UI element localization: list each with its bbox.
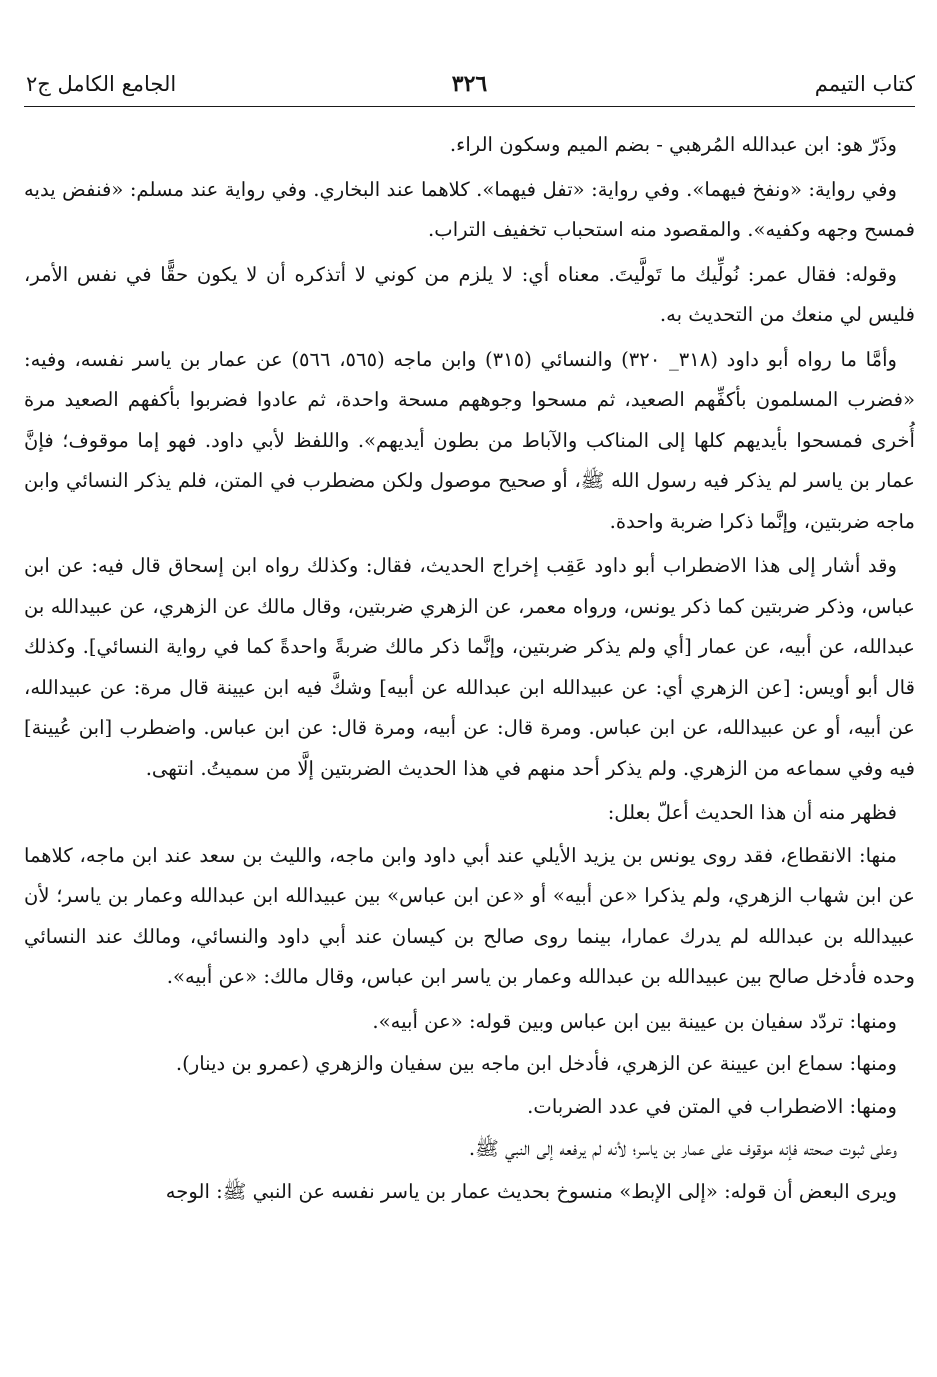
paragraph-idtirab: وقد أشار إلى هذا الاضطراب أبو داود عَقِب إخراج الحديث، فقال: وكذلك رواه ابن إسحاق قال فيه: عن ابن عباس، وذكر ضربتين كما ذكر يونس، ورواه معمر، عن الزهري ضربتين، وقال مالك عن الزهري، عن عبيدالله بن عبدالله، عن أبيه، عن عمار [أي ولم يذكر ضربتين، وإنَّما ذكر مالك ضربةً واحدةً كما في رواية النسائي]. وكذلك قال أبو أويس: [عن الزهري أي: عن عبيدالله ابن عبدالله عن أبيه] وشكَّ فيه ابن عيينة قال مرة: عن عبيدالله، عن أبيه، أو عن عبيدالله، عن ابن عباس. ومرة قال: عن أبيه، ومرة قال: عن ابن عباس. واضطرب [ابن عُيينة] فيه وفي سماعه من الزهري. ولم يذكر أحد منهم في هذا الحديث الضربتين إلَّا من سميتُ. انتهى.	[24, 554, 915, 780]
book-page	[24, 62, 915, 1362]
paragraph-narrator-note: وذَرّ هو: ابن عبدالله المُرهبي - بضم الميم وسكون الراء.	[449, 133, 897, 156]
paragraph-defects-intro: فظهر منه أن هذا الحديث أعلّ بعلل:	[607, 801, 897, 824]
paragraph-abu-dawud-narration: وأمَّا ما رواه أبو داود (٣١٨_ ٣٢٠) والنسائي (٣١٥) وابن ماجه (٥٦٥، ٥٦٦) عن عمار بن ياسر نفسه، وفيه: «فضرب المسلمون بأكفِّهم الصعيد، ثم مسحوا وجوههم مسحة واحدة، ثم عادوا فضربوا بأكفهم الصعيد مرة أُخرى فمسحوا بأيديهم كلها إلى المناكب والآباط من بطون أيديهم». واللفظ لأبي داود. فهو إما موقوف؛ فإنَّ عمار بن ياسر لم يذكر فيه رسول الله ﷺ، أو صحيح موصول ولكن مضطرب في المتن، فلم يذكر النسائي وابن ماجه ضربتين، وإنَّما ذكرا ضربة واحدة.	[24, 347, 915, 533]
page-body	[24, 125, 915, 1212]
paragraph-defect-matn: ومنها: الاضطراب في المتن في عدد الضربات.	[527, 1094, 897, 1118]
paragraph-umar-saying: وقوله: فقال عمر: نُولِّيك ما تَولَّيتَ. معناه أي: لا يلزم من كوني لا أتذكره أن لا يكون حقًّا في نفس الأمر، فليس لي منعك من التحديث به.	[24, 262, 915, 326]
book-title: كتاب التيمم	[814, 72, 915, 96]
running-header	[24, 62, 915, 107]
paragraph-mawquf: وعلى ثبوت صحته فإنه موقوف على عمار بن ياسر؛ لأنه لم يرفعه إلى النبي ﷺ.	[468, 1137, 897, 1160]
paragraph-defect-inqita: منها: الانقطاع، فقد روى يونس بن يزيد الأيلي عند أبي داود وابن ماجه، والليث بن سعد عند ابن ماجه، كلاهما عن ابن شهاب الزهري، ولم يذكرا «عن أبيه» أو «عن ابن عباس» بين عبيدالله ابن عبدالله وعمار بن ياسر؛ لأن عبيدالله بن عبدالله لم يدرك عمارا، بينما روى صالح بن كيسان عند أبي داود والنسائي، ومالك عند النسائي وحده فأدخل صالح بين عبيدالله بن عبدالله وعمار بن ياسر ابن عباس، وقال مالك: «عن أبيه».	[24, 843, 915, 988]
page-number: ٣٢٦	[451, 71, 488, 97]
paragraph-defect-taraddud: ومنها: تردّد سفيان بن عيينة بين ابن عباس وبين قوله: «عن أبيه».	[372, 1009, 897, 1033]
collection-title: الجامع الكامل ج٢	[26, 72, 177, 96]
paragraph-mansukh: ويرى البعض أن قوله: «إلى الإبط» منسوخ بحديث عمار بن ياسر نفسه عن النبي ﷺ: الوجه	[165, 1179, 897, 1203]
paragraph-defect-sama: ومنها: سماع ابن عيينة عن الزهري، فأدخل ابن ماجه بين سفيان والزهري (عمرو بن دينار).	[175, 1052, 897, 1075]
paragraph-other-narrations: وفي رواية: «ونفخ فيهما». وفي رواية: «تفل فيهما». كلاهما عند البخاري. وفي رواية عند مسلم: «فنفض يديه فمسح وجهه وكفيه». والمقصود منه استحباب تخفيف التراب.	[24, 177, 915, 241]
